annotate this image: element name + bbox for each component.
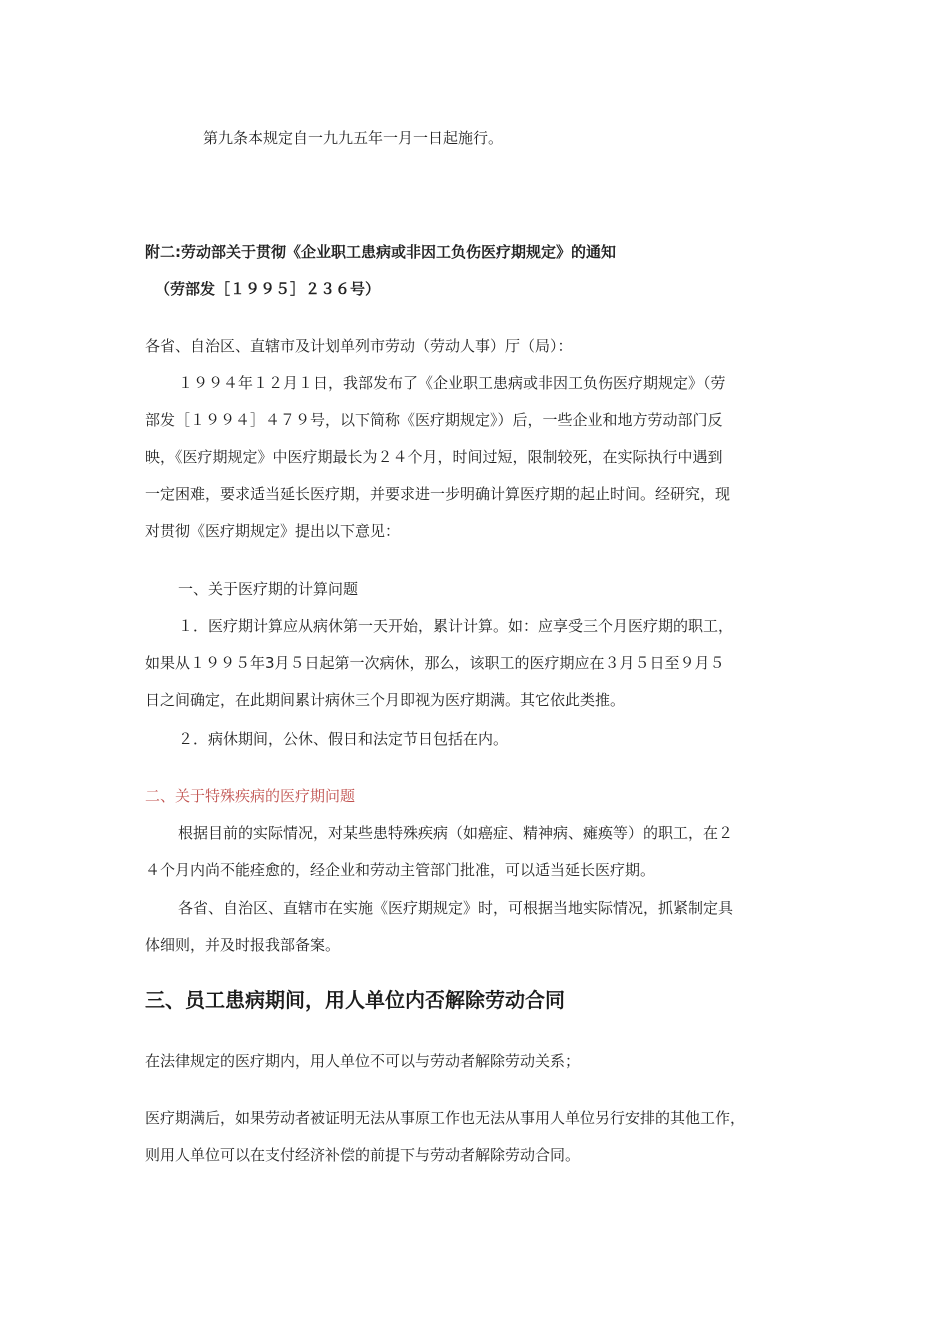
section-one-heading: 一、关于医疗期的计算问题 — [178, 580, 359, 598]
intro-line: 部发［１９９４］４７９号，以下简称《医疗期规定》）后，一些企业和地方劳动部门反 — [145, 411, 723, 429]
section-one-item1-line: １．医疗期计算应从病休第一天开始，累计计算。如：应享受三个月医疗期的职工， — [178, 617, 734, 635]
section-one-item1-line: 如果从１９９５年3月５日起第一次病休，那么，该职工的医疗期应在３月５日至９月５ — [145, 654, 725, 672]
intro-line: 一定困难，要求适当延长医疗期，并要求进一步明确计算医疗期的起止时间。经研究，现 — [145, 485, 731, 503]
section-three-para2-line: 则用人单位可以在支付经济补偿的前提下与劳动者解除劳动合同。 — [145, 1146, 581, 1164]
section-one-item2: ２．病休期间，公休、假日和法定节日包括在内。 — [178, 730, 509, 748]
section-two-para1-line: 根据目前的实际情况，对某些患特殊疾病（如癌症、精神病、瘫痪等）的职工，在２ — [178, 824, 734, 842]
intro-line: 映，《医疗期规定》中医疗期最长为２４个月，时间过短，限制较死，在实际执行中遇到 — [145, 448, 723, 466]
appendix-title: 附二:劳动部关于贯彻《企业职工患病或非因工负伤医疗期规定》的通知 — [145, 243, 617, 261]
appendix-doc-number: （劳部发［１９９５］２３６号） — [155, 280, 381, 298]
section-three-para2-line: 医疗期满后，如果劳动者被证明无法从事原工作也无法从事用人单位另行安排的其他工作， — [145, 1109, 746, 1127]
salutation: 各省、自治区、直辖市及计划单列市劳动（劳动人事）厅（局）： — [145, 337, 573, 355]
section-two-para2-line: 各省、自治区、直辖市在实施《医疗期规定》时，可根据当地实际情况，抓紧制定具 — [178, 899, 734, 917]
section-two-para2-line: 体细则，并及时报我部备案。 — [145, 936, 341, 954]
intro-line: １９９４年１２月１日，我部发布了《企业职工患病或非因工负伤医疗期规定》（劳 — [178, 374, 726, 392]
article-nine: 第九条本规定自一九九五年一月一日起施行。 — [203, 129, 504, 147]
section-one-item1-line: 日之间确定，在此期间累计病休三个月即视为医疗期满。其它依此类推。 — [145, 691, 626, 709]
section-three-para1: 在法律规定的医疗期内，用人单位不可以与劳动者解除劳动关系； — [145, 1052, 581, 1070]
intro-line: 对贯彻《医疗期规定》提出以下意见： — [145, 522, 401, 540]
section-two-para1-line: ４个月内尚不能痊愈的，经企业和劳动主管部门批准，可以适当延长医疗期。 — [145, 861, 656, 879]
section-two-heading: 二、关于特殊疾病的医疗期问题 — [145, 787, 356, 805]
section-three-heading: 三、员工患病期间，用人单位内否解除劳动合同 — [145, 988, 565, 1012]
